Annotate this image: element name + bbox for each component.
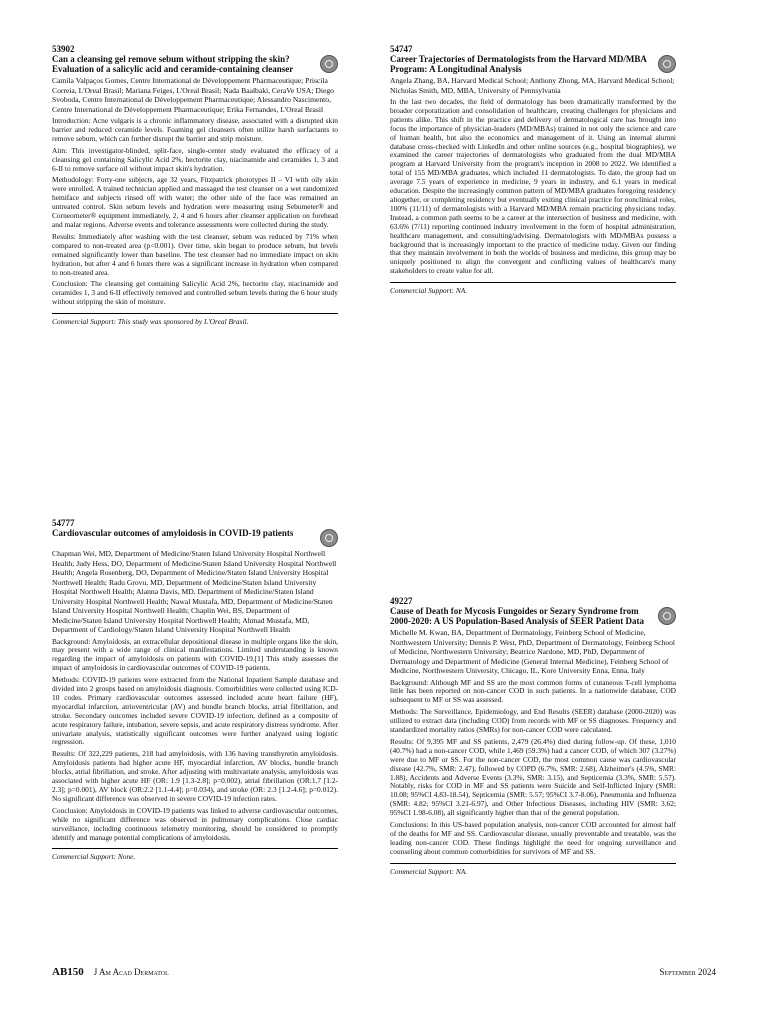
- section-divider: [52, 848, 338, 849]
- abstract-authors: Chapman Wei, MD, Department of Medicine/Staten Island University Hospital Northwell Health; Judy Hess, DO, Department of Medicine/Staten Island University Hospital Northwell Health; Angela Rosenberg, DO, Department of Medicine/Staten Island University Hospital Northwell Health; Radu Grovu, MD, Department of Medicine/Staten Island University Hospital Northwell Health; Alanna Davis, MD, Department of Medicine/Staten Island University Hospital Northwell Health; Nawal Mustafa, MD, Department of Medicine/Staten Island University Hospital Northwell Health; Chaplin Wei, BS, Department of Medicine/Staten Island University Hospital Northwell Health; Ahmad Mustafa, MD, Department of Cardiology/Staten Island University Hospital Northwell Health: [52, 549, 337, 634]
- audio-badge-icon: [320, 529, 338, 547]
- abstract-number: 54777: [52, 518, 75, 528]
- section-divider: [390, 863, 676, 864]
- journal-name: J Am Acad Dermatol: [93, 967, 169, 977]
- section-divider: [390, 282, 676, 283]
- abstract-results: Results: Of 322,229 patients, 218 had amyloidosis, with 136 having transthyretin amyloidosis. Amyloidosis patients had higher acute HF, myocardial infarction, AV blocks, bundle branch blocks, atrial fibrillation, and stroke. After adjusting with multivariate analysis, amyloidosis was associated with higher acute HF (OR: 1.9 [1.3-2.8]; p=0.002), atrial fibrillation (OR:1.7 [1.2-2.3]; p=0.001), AV block (OR:2.2 [1.1-4.4]; p=0.034), and stroke (OR: 2.3 [1.2-4.6]; p=0.012). No significant difference was observed in severe COVID-19 infection rates.: [52, 749, 338, 803]
- abstract-authors: Michelle M. Kwan, BA, Department of Dermatology, Feinberg School of Medicine, Northwestern University; Dennis P. West, PhD, Department of Dermatology, Feinberg School of Medicine, Northwestern University; Beatrice Nardone, MD, PhD, Department of Dermatology and Department of Medicine (General Internal Medicine), Feinberg School of Medicine, Northwestern University, Chicago, IL, Kore University Enna, Enna, Italy: [390, 628, 676, 675]
- audio-badge-icon: [658, 607, 676, 625]
- abstract-49227: [390, 596, 676, 876]
- abstract-background: Background: Amyloidosis, an extracellular depositional disease in multiple organs like the skin, may present with a wide range of clinical manifestations. Limited understanding is known regarding the impact of amyloidosis on patients with COVID-19.[1] This study assesses the impact of amyloidosis in cardiovascular outcomes of COVID-19 patients.: [52, 636, 338, 673]
- abstract-number: 54747: [390, 44, 413, 54]
- abstract-methodology: Methodology: Forty-one subjects, age 32 years, Fitzpatrick phototypes II – VI with oily skin were enrolled. A trained technician applied and massaged the test cleanser on a wet randomized hemiface and subjects rinsed off with water; the other side of the face was remained an untreated control. Skin sebum levels and hydration were measuring using Sebumeter® and Corneometer® equipment immediately, 2, 4 and 6 hours after cleanser application on forehead and malar regions. Adverse events and tolerance assessments were collected during the study.: [52, 175, 338, 229]
- abstract-results: Results: Immediately after washing with the test cleanser, sebum was reduced by 71% when compared to non-treated area (p<0.001). Over time, skin began to produce sebum, but levels remained significantly lower than baseline. The test cleanser had no immediate impact on skin hydration, but after 4 and 6 hours there was a significant increase in hydration when compared to non-treated area.: [52, 231, 338, 277]
- abstract-53902: [52, 44, 338, 326]
- abstract-title: Cardiovascular outcomes of amyloidosis in COVID-19 patients: [52, 528, 294, 538]
- abstract-results: Results: Of 9,395 MF and SS patients, 2,479 (26.4%) died during follow-up. Of these, 1,010 (40.7%) had a non-cancer COD, while 1,469 (59.3%) had a cancer COD, of which 307 (3.27%) were due to MF or SS. For the non-cancer COD, the most common cause was cardiovascular disease (42.7%, SMR: 2.47), followed by COPD (6.7%, SMR: 2.68), Alzheimer's (4.5%, SMR: 1.88), Accidents and Adverse Events (3.3%, SMR: 3.15), and Septicemia (3.3%, SMR: 5.57). Notably, risks for COD in MF and SS patients were Suicide and Self-Inflicted Injury (SMR: 10.08; 95%CI 4.83-18.54), Septicemia (SMR: 5.57; 95%CI 3.7-8.06), Pneumonia and Influenza (SMR: 4.82; 95%CI 3.21-6.97), and Other Infectious Diseases, including HIV (SMR: 3.62; 95%CI 1.98-6.08), all significantly higher than that of the general population.: [390, 736, 676, 818]
- audio-badge-icon: [658, 55, 676, 73]
- page-number: AB150: [52, 966, 84, 978]
- abstract-conclusion: Conclusion: Amyloidosis in COVID-19 patients was linked to adverse cardiovascular outcomes, while no significant difference was observed in pulmonary complications. Close cardiac surveillance, including continuous telemetry monitoring, should be considered to promptly identify and manage potential complications of amyloidosis.: [52, 805, 338, 842]
- section-divider: [52, 313, 338, 314]
- abstract-54777: [52, 518, 338, 861]
- commercial-support: Commercial Support: NA.: [390, 286, 468, 296]
- abstract-methods: Methods: COVID-19 patients were extracted from the National Inpatient Sample database and divided into 2 groups based on amyloidosis diagnosis. Comorbidities were collected using ICD-10 codes. Primary cardiovascular outcomes assessed included acute heart failure (HF), myocardial infarction, atrioventricular (AV) and bundle branch blocks, atrial fibrillation, and stroke. Secondary outcomes included severe COVID-19 infection, defined as a composite of acute respiratory failure, intubation, severe sepsis, and acute respiratory distress syndrome. After univariate analysis, statistically significant outcomes were further analyzed using logistic regression.: [52, 675, 338, 747]
- abstract-title: Cause of Death for Mycosis Fungoides or Sezary Syndrome from 2000-2020: A US Population-Based Analysis of SEER Patient Data: [390, 606, 645, 626]
- page-footer: [52, 966, 716, 978]
- abstract-conclusions: Conclusions: In this US-based population analysis, non-cancer COD accounted for almost half of the deaths for MF and SS. Cardiovascular disease, usually preventable and treatable, was the leading non-cancer COD. These findings highlight the need for ongoing surveillance and counseling about common comorbidities for survivors of MF and SS.: [390, 820, 676, 856]
- commercial-support: Commercial Support: This study was sponsored by L'Oreal Brasil.: [52, 317, 249, 327]
- abstract-title: Can a cleansing gel remove sebum without stripping the skin? Evaluation of a salicylic acid and ceramide-containing cleanser: [52, 54, 294, 74]
- abstract-body: In the last two decades, the field of dermatology has been dramatically transformed by the broader corporatization and consolidation of healthcare, creating challenges for physicians and patients alike. This shift in the practice and delivery of dermatological care has brought into focus the importance of physician-leaders (MD/MBAs) trained in not only the science and care of human health, but also the economics and management of it. Using an internal alumni database cross-checked with LinkedIn and other online sources (e.g., hospital biographies), we examined the career trajectories of dermatologists who graduated from the dual MD/MBA program at Harvard University from the program's inception in 2008 to 2022. We identified a total of 155 MD/MBA graduates, which included 11 dermatologists. To date, the group had on average 7.5 years of experience in medicine, 9 years in industry, and 6.1 years in medical education. Despite the increasingly common pattern of MD/MBA graduates foregoing residency altogether, or completing residency but eventually exiting clinical practice for nonclinical roles, 100% (11/11) of dermatologists with a Harvard MD/MBA remain practicing physicians today. Instead, a common path seems to be a career at the intersection of business and medicine, with 63.6% (7/11) reporting continued industry involvement in the form of hospital administration, healthcare management, and consulting/advising. Dermatologists with MD/MBAs possess a background that is increasingly important to the practice of medicine today. Given our finding that they maintain involvement in both the worlds of business and medicine, this group may be uniquely positioned to align the convergent and conflicting values of healthcare's many stakeholders to create value for all.: [390, 97, 676, 276]
- abstract-number: 49227: [390, 596, 413, 606]
- abstract-conclusion: Conclusion: The cleansing gel containing Salicylic Acid 2%, hectorite clay, niacinamide and ceramides 1, 3 and 6-II effectively removed and controlled sebum levels during the 6 hour study without stripping the skin of moisture.: [52, 279, 338, 307]
- issue-date: September 2024: [659, 967, 716, 977]
- abstract-introduction: Introduction: Acne vulgaris is a chronic inflammatory disease, associated with a disrupted skin barrier and reduced ceramide levels. Foaming gel cleansers often utilize harsh surfactants to remove sebum, which can further disrupt the barrier and strip moisture.: [52, 116, 338, 143]
- abstract-aim: Aim: This investigator-blinded, split-face, single-center study evaluated the efficacy of a cleansing gel containing Salicylic Acid 2%, hectorite clay, niacinamide and ceramides 1, 3 and 6-II to remove surface oil without impact skin's hydration.: [52, 145, 338, 173]
- audio-badge-icon: [320, 55, 338, 73]
- commercial-support: Commercial Support: None.: [52, 852, 136, 862]
- abstract-title: Career Trajectories of Dermatologists from the Harvard MD/MBA Program: A Longitudinal Analysis: [390, 54, 647, 74]
- abstract-54747: [390, 44, 676, 295]
- abstract-background: Background: Although MF and SS are the most common forms of cutaneous T-cell lymphoma little has been reported on non-cancer COD in such patients. In a nationwide database, COD subsequent to MF or SS was assessed.: [390, 677, 676, 705]
- commercial-support: Commercial Support: NA.: [390, 866, 468, 876]
- abstract-methods: Methods: The Surveillance, Epidemiology, and End Results (SEER) database (2000-2020) was utilized to extract data (including COD) from records with MF or SS diagnoses. Frequency and standardized mortality ratios (SMRs) for non-cancer COD were calculated.: [390, 707, 676, 735]
- abstract-number: 53902: [52, 44, 75, 54]
- abstract-authors: Angela Zhang, BA, Harvard Medical School; Anthony Zhong, MA, Harvard Medical School; Nicholas Smith, MD, MBA, University of Pennsylvania: [390, 76, 675, 95]
- abstract-authors: Camila Valpaços Gomes, Centre International de Développement Pharmaceutique; Priscila Correia, L'Oreal Brasil; Mariana Feiges, L'Oreal Brasil; Nada Baalbaki, CeraVe USA; Diego Svoboda, Centre International de Développement Pharmaceutique; Alessandro Nascimento, Centre International de Développement Pharmaceutique; Erika Fernandes, L'Oreal Brasil: [52, 76, 334, 114]
